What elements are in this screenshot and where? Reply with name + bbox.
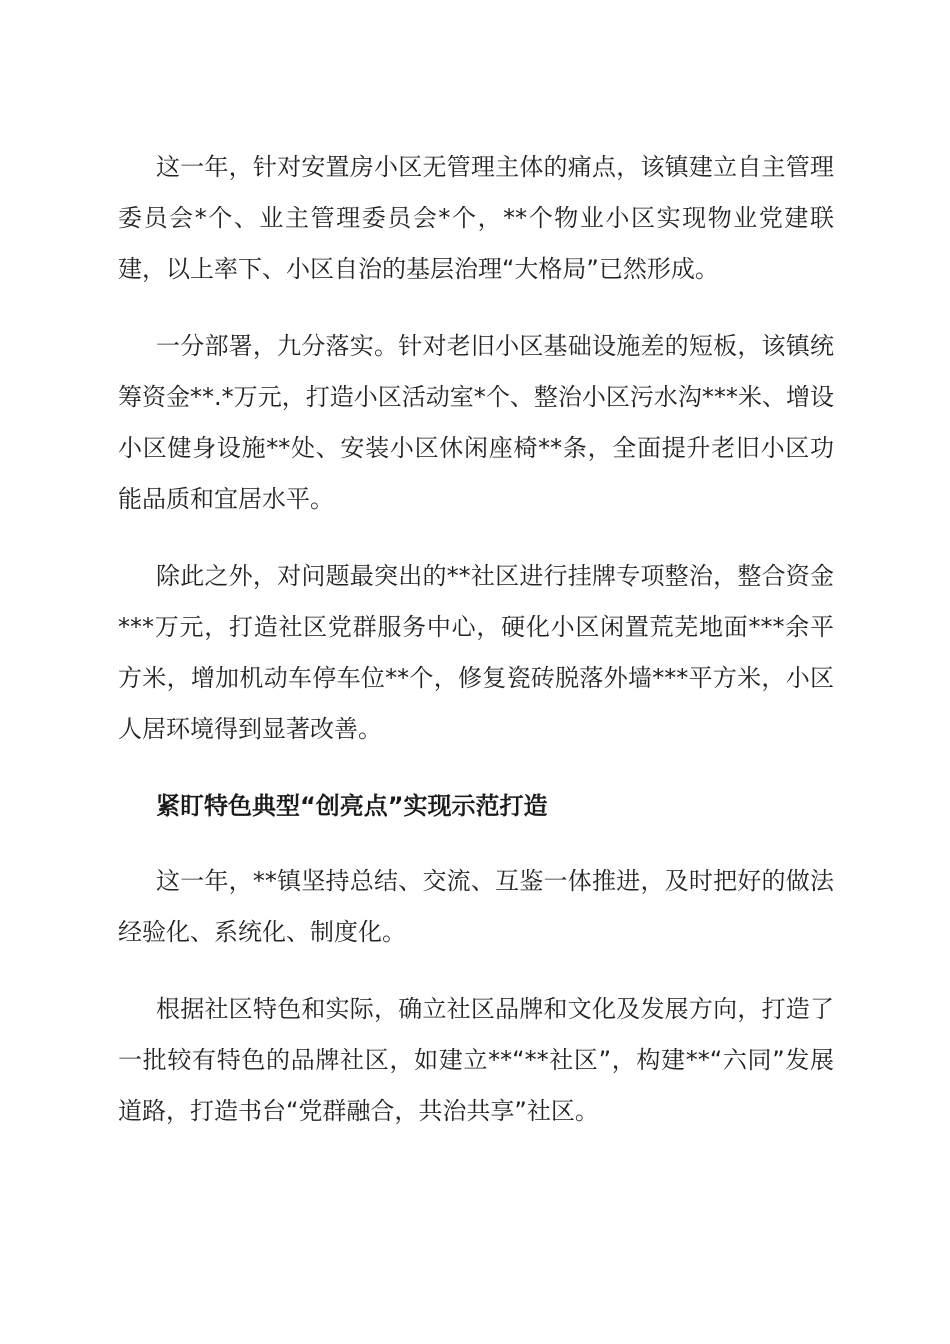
paragraph-old-community-upgrade: 一分部署，九分落实。针对老旧小区基础设施差的短板，该镇统筹资金**.*万元，打造小区活动室*个、整治小区污水沟***米、增设小区健身设施**处、安装小区休闲座椅**条，全面提升老旧小区功能品质和宜居水平。 <box>118 332 834 513</box>
document-page <box>118 142 834 1163</box>
paragraph-brand-communities: 根据社区特色和实际，确立社区品牌和文化及发展方向，打造了一批较有特色的品牌社区，如建立**“**社区”，构建**“六同”发展道路，打造书台“党群融合，共治共享”社区。 <box>118 995 834 1125</box>
paragraph-experience-summary: 这一年，**镇坚持总结、交流、互鉴一体推进，及时把好的做法经验化、系统化、制度化。 <box>118 867 834 946</box>
paragraph-special-rectification: 除此之外，对问题最突出的**社区进行挂牌专项整治，整合资金***万元，打造社区党群服务中心，硬化小区闲置荒芜地面***余平方米，增加机动车停车位**个，修复瓷砖脱落外墙***平方米，小区人居环境得到显著改善。 <box>118 562 834 743</box>
paragraph-management-committees: 这一年，针对安置房小区无管理主体的痛点，该镇建立自主管理委员会*个、业主管理委员会*个，**个物业小区实现物业党建联建，以上率下、小区自治的基层治理“大格局”已然形成。 <box>118 153 834 283</box>
section-heading: 紧盯特色典型“创亮点”实现示范打造 <box>156 792 548 820</box>
